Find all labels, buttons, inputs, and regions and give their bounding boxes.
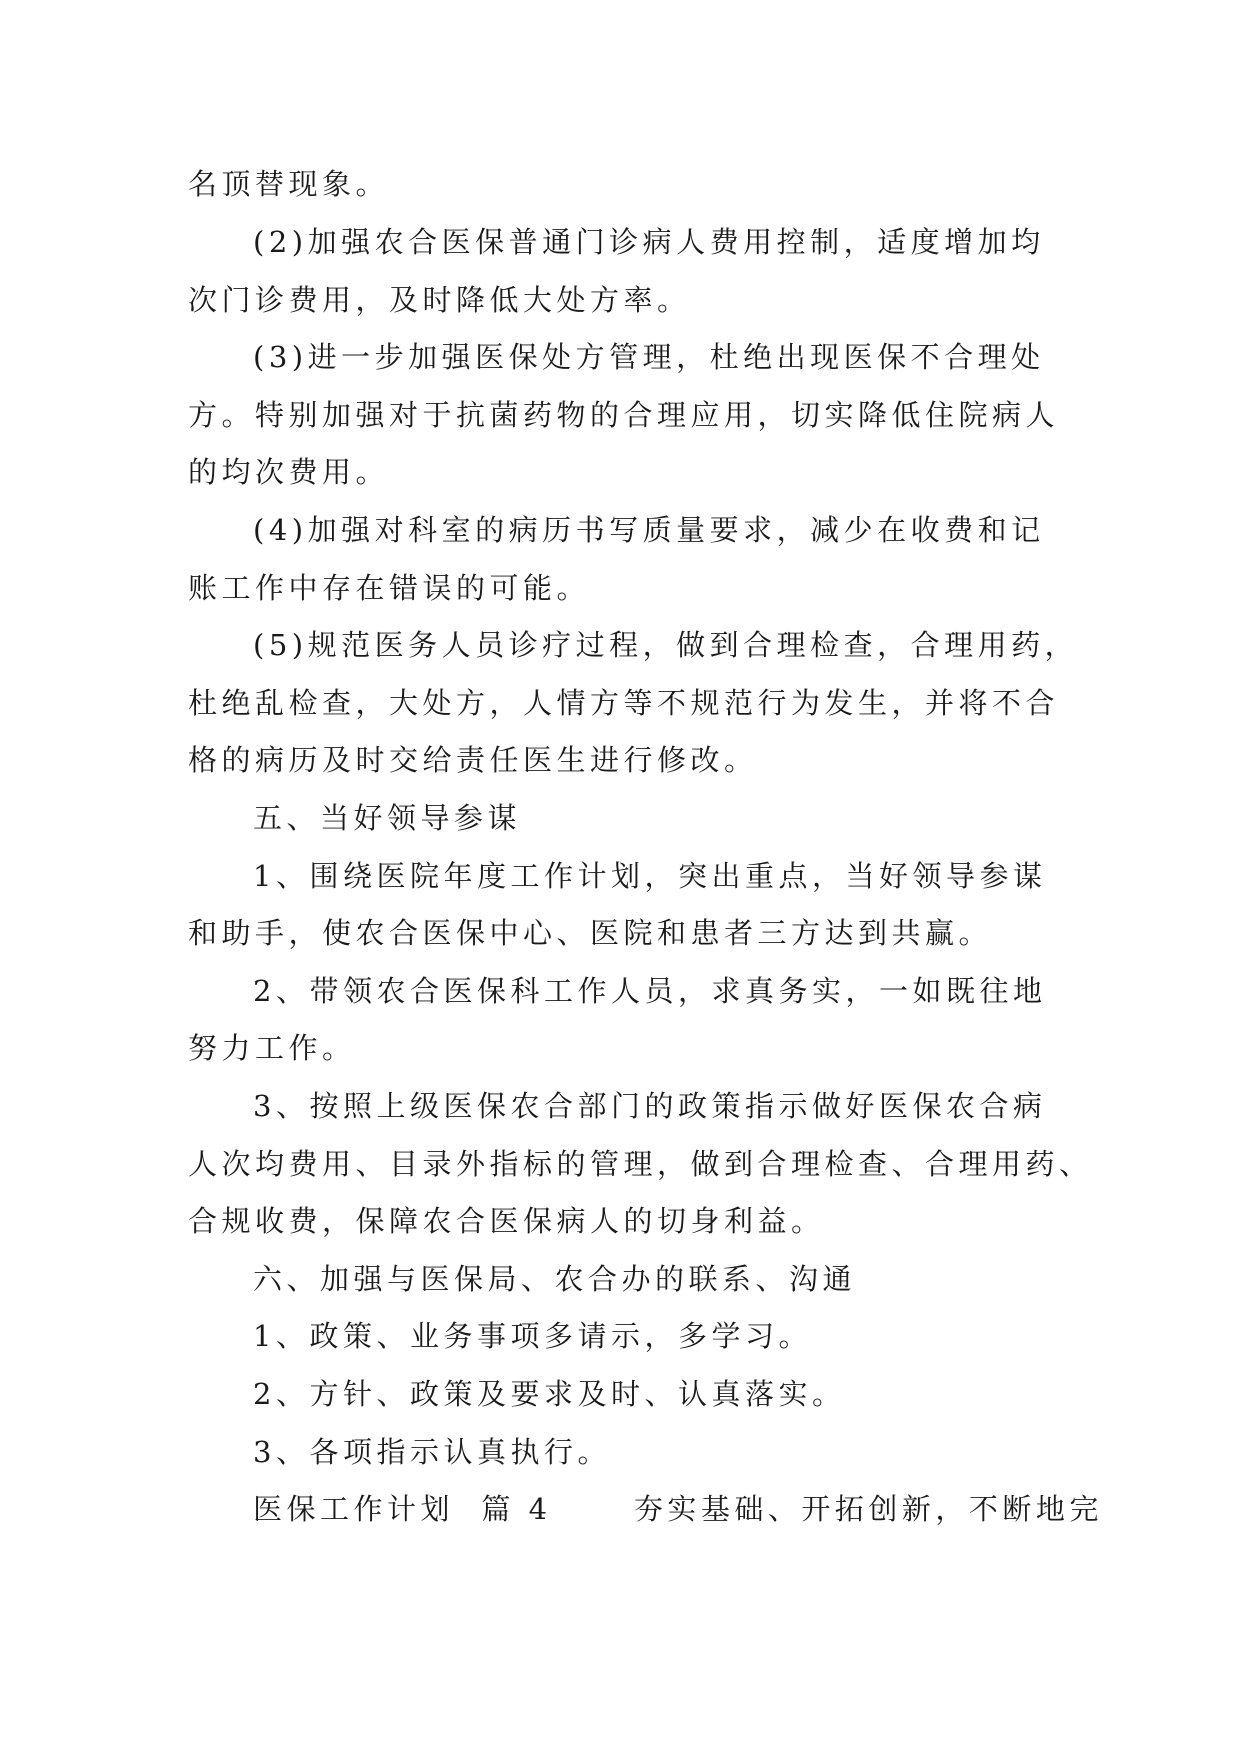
- text-line: 1、围绕医院年度工作计划，突出重点，当好领导参谋: [253, 859, 1047, 893]
- text-line: 合规收费，保障农合医保病人的切身利益。: [188, 1204, 825, 1238]
- text-line: (3)进一步加强医保处方管理，杜绝出现医保不合理处: [253, 340, 1045, 374]
- text-line: (2)加强农合医保普通门诊病人费用控制，适度增加均: [253, 225, 1045, 259]
- text-line: 3、按照上级医保农合部门的政策指示做好医保农合病: [253, 1089, 1047, 1123]
- text-line: (5)规范医务人员诊疗过程，做到合理检查，合理用药，: [253, 628, 1079, 662]
- text-line: 次门诊费用，及时降低大处方率。: [188, 283, 691, 317]
- text-line: 2、方针、政策及要求及时、认真落实。: [253, 1377, 846, 1411]
- text-line: 2、带领农合医保科工作人员，求真务实，一如既往地: [253, 974, 1047, 1008]
- text-line: (4)加强对科室的病历书写质量要求，减少在收费和记: [253, 513, 1045, 547]
- text-line: 和助手，使农合医保中心、医院和患者三方达到共赢。: [188, 916, 993, 950]
- text-line: 杜绝乱检查，大处方，人情方等不规范行为发生，并将不合: [188, 686, 1060, 720]
- text-line: 名顶替现象。: [188, 167, 390, 201]
- text-line: 努力工作。: [188, 1031, 356, 1065]
- text-line: 账工作中存在错误的可能。: [188, 571, 591, 605]
- text-line: 的均次费用。: [188, 455, 390, 489]
- section-heading: 六、加强与医保局、农合办的联系、沟通: [253, 1262, 857, 1296]
- text-line: 格的病历及时交给责任医生进行修改。: [188, 743, 758, 777]
- section-heading: 五、当好领导参谋: [253, 801, 522, 835]
- text-line: 1、政策、业务事项多请示，多学习。: [253, 1319, 812, 1353]
- text-line: 人次均费用、目录外指标的管理，做到合理检查、合理用药、: [188, 1147, 1093, 1181]
- text-line: 方。特别加强对于抗菌药物的合理应用，切实降低住院病人: [188, 398, 1060, 432]
- text-line: 3、各项指示认真执行。: [253, 1435, 611, 1469]
- text-line: 医保工作计划 篇 4 夯实基础、开拓创新，不断地完: [253, 1492, 1103, 1526]
